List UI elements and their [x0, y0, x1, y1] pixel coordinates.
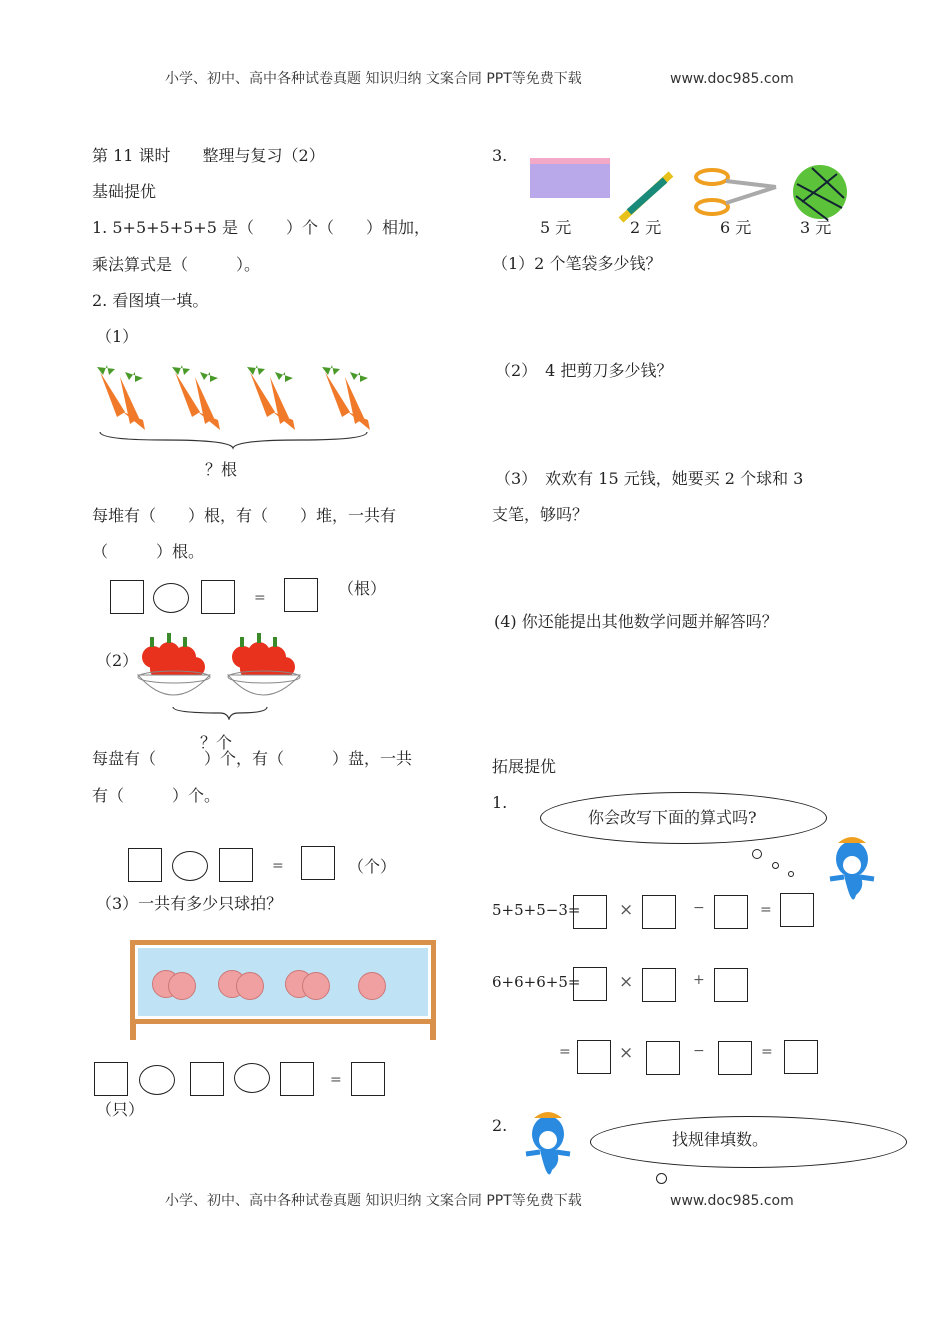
- equals-sign: =: [254, 590, 266, 606]
- answer-box[interactable]: [219, 848, 253, 882]
- equals-sign: =: [559, 1044, 571, 1060]
- price-pen: 2 元: [630, 218, 662, 237]
- e2-number: 2.: [492, 1116, 508, 1135]
- answer-box[interactable]: [110, 580, 144, 614]
- q3-1: （1）2 个笔袋多少钱？: [492, 254, 662, 273]
- answer-box[interactable]: [351, 1062, 385, 1096]
- q2-2-total: ？个: [200, 733, 233, 752]
- minus-sign: −: [693, 1043, 705, 1059]
- pencil-case-image: [530, 158, 610, 198]
- answer-box[interactable]: [94, 1062, 128, 1096]
- header-link[interactable]: www.doc985.com: [670, 71, 794, 87]
- operator-circle[interactable]: [172, 851, 208, 881]
- equals-sign: =: [272, 858, 284, 874]
- lesson-title: 第 11 课时 整理与复习（2）: [92, 146, 325, 165]
- price-ball: 3 元: [800, 218, 832, 237]
- thought-bubble: [752, 849, 762, 859]
- scissors-image: [692, 165, 780, 220]
- plus-sign: +: [693, 972, 705, 988]
- q3-3-2: 支笔，够吗？: [492, 505, 589, 524]
- q1-text: 1. 5+5+5+5+5 是（ ）个（ ）相加，: [92, 218, 430, 237]
- dolphin-mascot-icon: [522, 1110, 576, 1186]
- q3-3: （3） 欢欢有 15 元钱，她要买 2 个球和 3: [495, 469, 804, 488]
- q3-4: (4) 你还能提出其他数学问题并解答吗？: [494, 612, 778, 631]
- ball-image: [792, 164, 850, 222]
- paddles-shelf-image: [130, 940, 436, 1040]
- minus-sign: −: [693, 900, 705, 916]
- q2-1-total: ？根: [205, 460, 238, 479]
- q1-text-2: 乘法算式是（ ）。: [92, 255, 261, 274]
- answer-box[interactable]: [573, 895, 607, 929]
- q3-number: 3.: [492, 146, 508, 165]
- equals-sign: =: [330, 1072, 342, 1088]
- section-heading-extend: 拓展提优: [492, 757, 557, 776]
- answer-box[interactable]: [190, 1062, 224, 1096]
- section-heading: 基础提优: [92, 182, 157, 201]
- q2-2-text-2: 有（ ）个。: [92, 786, 221, 805]
- answer-box[interactable]: [718, 1041, 752, 1075]
- times-sign: ×: [619, 972, 634, 992]
- times-sign: ×: [619, 1043, 634, 1063]
- footer-link[interactable]: www.doc985.com: [670, 1193, 794, 1209]
- answer-box[interactable]: [784, 1040, 818, 1074]
- thought-bubble: [788, 871, 794, 877]
- e1-number: 1.: [492, 793, 508, 812]
- unit-label: （个）: [348, 857, 397, 876]
- thought-bubble: [656, 1173, 667, 1184]
- cloud-text: 你会改写下面的算式吗?: [588, 808, 757, 827]
- dolphin-mascot-icon: [826, 835, 878, 913]
- answer-box[interactable]: [780, 893, 814, 927]
- answer-box[interactable]: [714, 968, 748, 1002]
- answer-box[interactable]: [284, 578, 318, 612]
- q2-2-text: 每盘有（ ）个，有（ ）盘，一共: [92, 749, 413, 768]
- q2-1-text-2: （ ）根。: [92, 542, 205, 561]
- answer-box[interactable]: [646, 1041, 680, 1075]
- q2-text: 2. 看图填一填。: [92, 291, 209, 310]
- answer-box[interactable]: [714, 895, 748, 929]
- answer-box[interactable]: [201, 580, 235, 614]
- times-sign: ×: [619, 900, 634, 920]
- operator-circle[interactable]: [139, 1065, 175, 1095]
- equation-1: 5+5+5−3=: [492, 901, 581, 919]
- q2-2-label: （2）: [96, 651, 139, 670]
- cloud-text-2: 找规律填数。: [672, 1130, 769, 1149]
- unit-label: （只）: [96, 1100, 145, 1119]
- answer-box[interactable]: [573, 967, 607, 1001]
- thought-bubble: [772, 862, 779, 869]
- q2-3-label: （3）一共有多少只球拍？: [96, 894, 283, 913]
- answer-box[interactable]: [577, 1040, 611, 1074]
- answer-box[interactable]: [301, 846, 335, 880]
- answer-box[interactable]: [280, 1062, 314, 1096]
- price-scissors: 6 元: [720, 218, 752, 237]
- answer-box[interactable]: [128, 848, 162, 882]
- unit-label: （根）: [338, 579, 387, 598]
- q2-1-text: 每堆有（ ）根，有（ ）堆，一共有: [92, 506, 397, 525]
- header-text: 小学、初中、高中各种试卷真题 知识归纳 文案合同 PPT等免费下载: [165, 71, 582, 87]
- operator-circle[interactable]: [153, 583, 189, 613]
- answer-box[interactable]: [642, 968, 676, 1002]
- equals-sign: =: [761, 1044, 773, 1060]
- q3-2: （2） 4 把剪刀多少钱？: [495, 361, 673, 380]
- equation-2: 6+6+6+5=: [492, 973, 581, 991]
- price-pencil-case: 5 元: [540, 218, 572, 237]
- equals-sign: =: [760, 902, 772, 918]
- answer-box[interactable]: [642, 895, 676, 929]
- operator-circle[interactable]: [234, 1063, 270, 1093]
- footer-text: 小学、初中、高中各种试卷真题 知识归纳 文案合同 PPT等免费下载: [165, 1193, 582, 1209]
- q2-1-label: （1）: [96, 327, 139, 346]
